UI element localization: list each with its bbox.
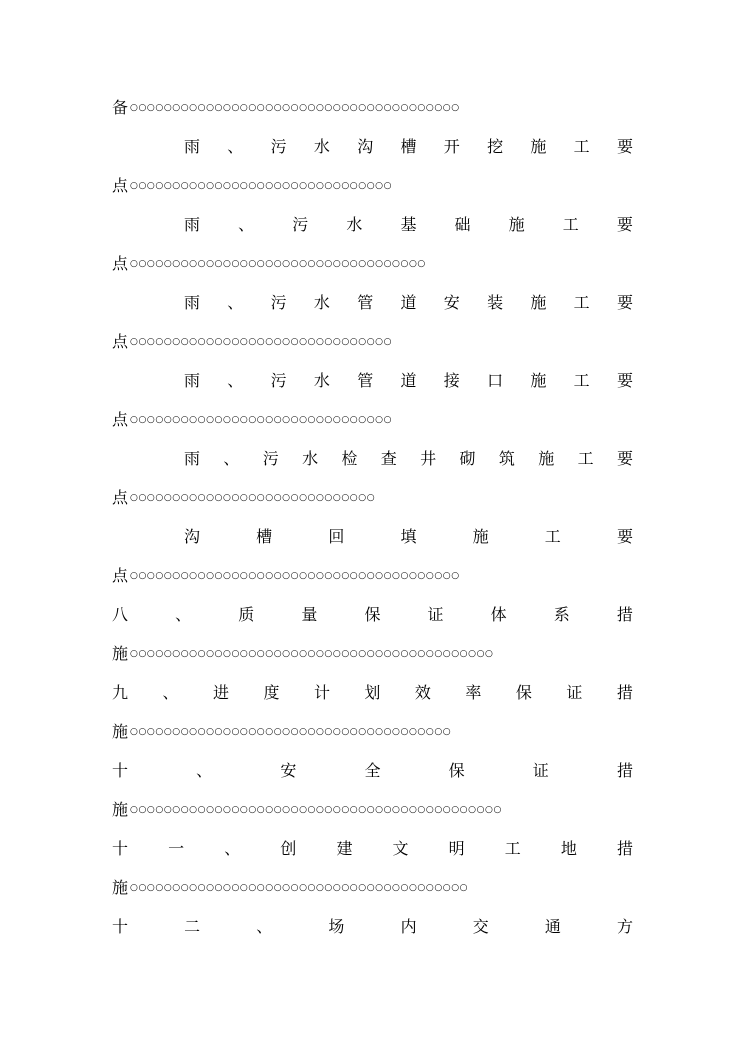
toc-tail-character: 施 [112, 644, 129, 663]
heading-character: 、 [223, 449, 240, 468]
toc-tail-character: 施 [112, 878, 129, 897]
toc-tail-line [112, 642, 633, 666]
heading-character: 证 [566, 683, 583, 702]
heading-character: 污 [270, 371, 287, 390]
heading-character: 污 [270, 293, 287, 312]
heading-character: 体 [490, 605, 507, 624]
heading-character: 污 [262, 449, 279, 468]
heading-character: 沟 [357, 137, 374, 156]
heading-character: 度 [263, 683, 280, 702]
heading-character: 水 [302, 449, 319, 468]
heading-character: 接 [443, 371, 460, 390]
toc-dot-leader: ○○○○○○○○○○○○○○○○○○○○○○○○○○○○○○○ [130, 181, 393, 191]
heading-character: 工 [562, 215, 579, 234]
heading-character: 水 [346, 215, 363, 234]
heading-character: 证 [532, 761, 549, 780]
heading-character: 砌 [459, 449, 476, 468]
heading-character: 内 [400, 917, 417, 936]
toc-tail-line [112, 252, 633, 276]
heading-character: 雨 [184, 293, 201, 312]
toc-heading-line [112, 603, 633, 627]
heading-character: 划 [364, 683, 381, 702]
heading-character: 率 [465, 683, 482, 702]
heading-character: 雨 [184, 371, 201, 390]
toc-heading-line [184, 369, 633, 393]
heading-character: 施 [530, 371, 547, 390]
toc-tail-character: 备 [112, 98, 129, 117]
toc-dot-leader: ○○○○○○○○○○○○○○○○○○○○○○○○○○○○○○○○○○○○○○○○ [130, 883, 469, 893]
toc-tail-character: 点 [112, 410, 129, 429]
toc-tail-character: 施 [112, 800, 129, 819]
heading-character: 要 [616, 293, 633, 312]
toc-heading-line [112, 759, 633, 783]
heading-character: 水 [313, 371, 330, 390]
toc-heading-line [184, 135, 633, 159]
toc-tail-line [112, 174, 633, 198]
heading-character: 道 [400, 371, 417, 390]
heading-character: 雨 [184, 215, 201, 234]
toc-dot-leader: ○○○○○○○○○○○○○○○○○○○○○○○○○○○○○○○ [130, 337, 393, 347]
toc-heading-line [184, 291, 633, 315]
heading-character: 保 [364, 605, 381, 624]
heading-character: 安 [280, 761, 297, 780]
heading-character: 、 [175, 605, 192, 624]
toc-tail-line [112, 876, 633, 900]
heading-character: 场 [328, 917, 345, 936]
toc-heading-line [184, 213, 633, 237]
heading-character: 九 [112, 683, 129, 702]
heading-character: 地 [560, 839, 577, 858]
heading-character: 工 [577, 449, 594, 468]
toc-dot-leader: ○○○○○○○○○○○○○○○○○○○○○○○○○○○○○○○○○○○○○○ [130, 727, 452, 737]
toc-tail-line [112, 330, 633, 354]
toc-tail-line [112, 798, 633, 822]
heading-character: 效 [414, 683, 431, 702]
toc-tail-line [112, 564, 633, 588]
heading-character: 创 [280, 839, 297, 858]
heading-character: 措 [616, 683, 633, 702]
heading-character: 础 [454, 215, 471, 234]
heading-character: 计 [313, 683, 330, 702]
heading-character: 工 [573, 371, 590, 390]
toc-dot-leader: ○○○○○○○○○○○○○○○○○○○○○○○○○○○○○○○○○○○○○○○○○○○ [130, 649, 494, 659]
heading-character: 查 [380, 449, 397, 468]
heading-character: 基 [400, 215, 417, 234]
toc-heading-line [112, 681, 633, 705]
heading-character: 井 [420, 449, 437, 468]
heading-character: 填 [400, 527, 417, 546]
heading-character: 要 [616, 137, 633, 156]
heading-character: 施 [530, 293, 547, 312]
heading-character: 雨 [184, 449, 201, 468]
heading-character: 措 [616, 761, 633, 780]
heading-character: 、 [227, 293, 244, 312]
heading-character: 、 [227, 137, 244, 156]
heading-character: 工 [544, 527, 561, 546]
toc-dot-leader: ○○○○○○○○○○○○○○○○○○○○○○○○○○○○○○○ [130, 415, 393, 425]
heading-character: 、 [227, 371, 244, 390]
heading-character: 安 [443, 293, 460, 312]
heading-character: 水 [313, 293, 330, 312]
heading-character: 污 [292, 215, 309, 234]
heading-character: 质 [238, 605, 255, 624]
heading-character: 措 [616, 605, 633, 624]
heading-character: 要 [616, 371, 633, 390]
toc-tail-character: 点 [112, 176, 129, 195]
heading-character: 系 [553, 605, 570, 624]
heading-character: 工 [573, 137, 590, 156]
heading-character: 施 [538, 449, 555, 468]
heading-character: 十 [112, 839, 129, 858]
heading-character: 筑 [498, 449, 515, 468]
heading-character: 二 [184, 917, 201, 936]
toc-heading-line [112, 837, 633, 861]
heading-character: 措 [616, 839, 633, 858]
heading-character: 回 [328, 527, 345, 546]
heading-character: 保 [515, 683, 532, 702]
toc-tail-line [112, 96, 633, 120]
toc-dot-leader: ○○○○○○○○○○○○○○○○○○○○○○○○○○○○○○○○○○○○○○○ [130, 103, 460, 113]
heading-character: 、 [256, 917, 273, 936]
heading-character: 保 [448, 761, 465, 780]
heading-character: 施 [472, 527, 489, 546]
heading-character: 八 [112, 605, 129, 624]
heading-character: 方 [616, 917, 633, 936]
heading-character: 开 [443, 137, 460, 156]
heading-character: 水 [313, 137, 330, 156]
toc-dot-leader: ○○○○○○○○○○○○○○○○○○○○○○○○○○○○○○○○○○○ [130, 259, 426, 269]
heading-character: 雨 [184, 137, 201, 156]
heading-character: 、 [196, 761, 213, 780]
toc-tail-character: 点 [112, 332, 129, 351]
heading-character: 检 [341, 449, 358, 468]
heading-character: 、 [162, 683, 179, 702]
heading-character: 、 [224, 839, 241, 858]
toc-tail-line [112, 486, 633, 510]
heading-character: 槽 [400, 137, 417, 156]
heading-character: 通 [544, 917, 561, 936]
heading-character: 文 [392, 839, 409, 858]
toc-tail-character: 施 [112, 722, 129, 741]
heading-character: 建 [336, 839, 353, 858]
toc-heading-line [112, 915, 633, 939]
heading-character: 管 [357, 371, 374, 390]
heading-character: 槽 [256, 527, 273, 546]
toc-tail-character: 点 [112, 488, 129, 507]
toc-dot-leader: ○○○○○○○○○○○○○○○○○○○○○○○○○○○○○○○○○○○○○○○ [130, 571, 460, 581]
heading-character: 污 [270, 137, 287, 156]
heading-character: 明 [448, 839, 465, 858]
toc-tail-character: 点 [112, 566, 129, 585]
heading-character: 装 [487, 293, 504, 312]
heading-character: 、 [238, 215, 255, 234]
heading-character: 一 [168, 839, 185, 858]
heading-character: 全 [364, 761, 381, 780]
heading-character: 施 [530, 137, 547, 156]
toc-tail-line [112, 720, 633, 744]
toc-dot-leader: ○○○○○○○○○○○○○○○○○○○○○○○○○○○○○ [130, 493, 376, 503]
heading-character: 道 [400, 293, 417, 312]
heading-character: 工 [573, 293, 590, 312]
heading-character: 挖 [487, 137, 504, 156]
heading-character: 进 [212, 683, 229, 702]
heading-character: 证 [427, 605, 444, 624]
toc-heading-line [184, 525, 633, 549]
heading-character: 施 [508, 215, 525, 234]
toc-dot-leader: ○○○○○○○○○○○○○○○○○○○○○○○○○○○○○○○○○○○○○○○○○○○○ [130, 805, 502, 815]
heading-character: 沟 [184, 527, 201, 546]
toc-tail-line [112, 408, 633, 432]
heading-character: 量 [301, 605, 318, 624]
heading-character: 要 [616, 449, 633, 468]
heading-character: 管 [357, 293, 374, 312]
heading-character: 要 [616, 527, 633, 546]
heading-character: 十 [112, 761, 129, 780]
heading-character: 要 [616, 215, 633, 234]
toc-heading-line [184, 447, 633, 471]
heading-character: 口 [487, 371, 504, 390]
heading-character: 工 [504, 839, 521, 858]
toc-tail-character: 点 [112, 254, 129, 273]
heading-character: 交 [472, 917, 489, 936]
heading-character: 十 [112, 917, 129, 936]
